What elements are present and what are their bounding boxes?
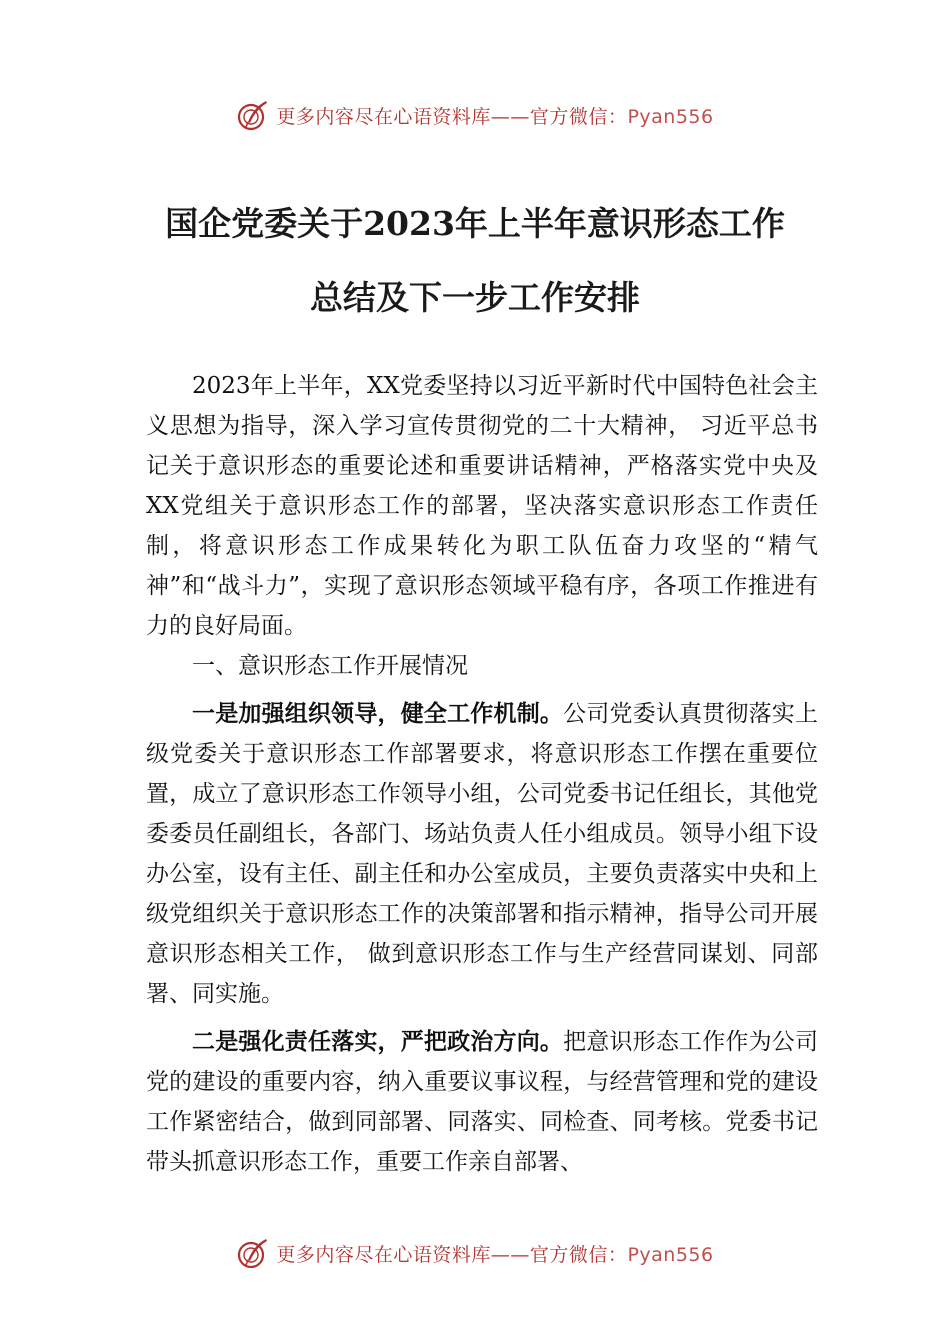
document-body: [146, 366, 818, 1182]
paragraph-1-text: 公司党委认真贯彻落实上级党委关于意识形态工作部署要求，将意识形态工作摆在重要位置，成立了意识形态工作领导小组，公司党委书记任组长，其他党委委员任副组长，各部门、场站负责人任小组成员。领导小组下设办公室，设有主任、副主任和办公室成员，主要负责落实中央和上级党组织关于意识形态工作的决策部署和指示精神，指导公司开展意识形态相关工作， 做到意识形态工作与生产经营同谋划、同部署、同实施。: [146, 701, 819, 1007]
quill-logo-icon: [236, 1236, 270, 1270]
intro-paragraph: 2023年上半年，XX党委坚持以习近平新时代中国特色社会主义思想为指导，深入学习宣传贯彻党的二十大精神， 习近平总书记关于意识形态的重要论述和重要讲话精神，严格落实党中央及 XX党组关于意识形态工作的部署，坚决落实意识形态工作责任制，将意识形态工作成果转化为职工队伍奋力攻坚的“精气神”和“战斗力”，实现了意识形态领域平稳有序，各项工作推进有力的良好局面。: [146, 373, 818, 639]
paragraph-2: [146, 1022, 818, 1182]
footer-watermark: [0, 1233, 950, 1273]
quill-logo-icon: [236, 98, 270, 132]
document-title-line-2: 总结及下一步工作安排: [310, 278, 640, 317]
paragraph-1-lead: 一是加强组织领导，健全工作机制。: [192, 701, 564, 727]
watermark-text: 更多内容尽在心语资料库——官方微信：Pyan556: [276, 105, 714, 128]
paragraph-1: [146, 694, 818, 1014]
paragraph-2-lead: 二是强化责任落实，严把政治方向。: [192, 1029, 564, 1055]
watermark-text: 更多内容尽在心语资料库——官方微信：Pyan556: [276, 1243, 714, 1266]
header-watermark: [0, 95, 950, 135]
paragraph-2-text: 把意识形态工作作为公司党的建设的重要内容，纳入重要议事议程，与经营管理和党的建设工作紧密结合，做到同部署、同落实、同检查、同考核。党委书记带头抓意识形态工作，重要工作亲自部署、: [146, 1029, 819, 1175]
section-heading-1: 一、意识形态工作开展情况: [192, 653, 468, 679]
document-title-line-1: 国企党委关于2023年上半年意识形态工作: [165, 204, 785, 243]
